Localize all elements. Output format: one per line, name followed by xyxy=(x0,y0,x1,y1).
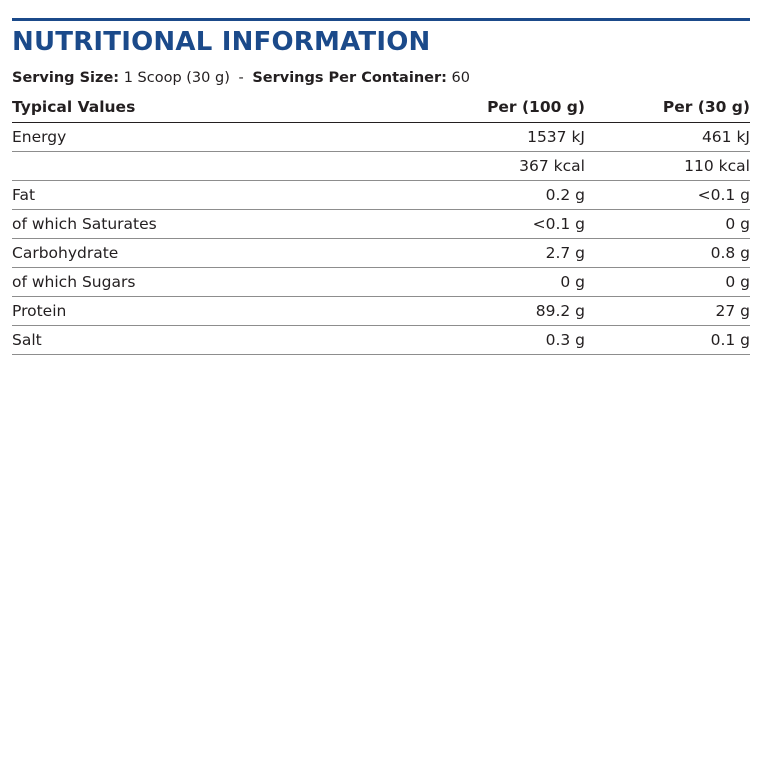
row-value-per-30g: 0.1 g xyxy=(585,325,750,354)
row-value-per-100g: 89.2 g xyxy=(390,296,585,325)
row-label: Protein xyxy=(12,296,390,325)
row-label: Salt xyxy=(12,325,390,354)
table-row xyxy=(12,151,750,180)
row-value-per-100g: <0.1 g xyxy=(390,209,585,238)
row-value-per-30g: 461 kJ xyxy=(585,122,750,151)
table-header xyxy=(12,98,750,123)
row-value-per-100g: 0.2 g xyxy=(390,180,585,209)
row-label: Fat xyxy=(12,180,390,209)
table-row xyxy=(12,209,750,238)
table-row xyxy=(12,325,750,354)
table-row xyxy=(12,296,750,325)
serving-information xyxy=(12,70,750,86)
row-value-per-100g: 0 g xyxy=(390,267,585,296)
row-value-per-100g: 1537 kJ xyxy=(390,122,585,151)
serving-size-label: Serving Size: xyxy=(12,69,120,86)
row-label: of which Sugars xyxy=(12,267,390,296)
table-header-row xyxy=(12,98,750,123)
table-body xyxy=(12,122,750,354)
table-row xyxy=(12,122,750,151)
table-row xyxy=(12,238,750,267)
column-header-typical-values: Typical Values xyxy=(12,98,390,123)
row-label: of which Saturates xyxy=(12,209,390,238)
serving-size-value: 1 Scoop (30 g) xyxy=(123,69,230,86)
column-header-per-30g: Per (30 g) xyxy=(585,98,750,123)
row-label: Carbohydrate xyxy=(12,238,390,267)
page-title: NUTRITIONAL INFORMATION xyxy=(12,27,431,57)
column-header-per-100g: Per (100 g) xyxy=(390,98,585,123)
nutrition-table xyxy=(12,98,750,355)
serving-separator: - xyxy=(238,69,244,86)
table-row xyxy=(12,180,750,209)
row-value-per-30g: 0 g xyxy=(585,267,750,296)
row-value-per-30g: 0.8 g xyxy=(585,238,750,267)
row-value-per-100g: 0.3 g xyxy=(390,325,585,354)
row-label: Energy xyxy=(12,122,390,151)
servings-per-container-label: Servings Per Container: xyxy=(252,69,447,86)
row-value-per-30g: 0 g xyxy=(585,209,750,238)
row-value-per-30g: 110 kcal xyxy=(585,151,750,180)
row-label xyxy=(12,151,390,180)
row-value-per-30g: <0.1 g xyxy=(585,180,750,209)
nutrition-panel xyxy=(0,18,762,780)
row-value-per-100g: 2.7 g xyxy=(390,238,585,267)
row-value-per-100g: 367 kcal xyxy=(390,151,585,180)
servings-per-container-value: 60 xyxy=(451,69,470,86)
table-row xyxy=(12,267,750,296)
title-top-rule xyxy=(12,18,750,21)
row-value-per-30g: 27 g xyxy=(585,296,750,325)
